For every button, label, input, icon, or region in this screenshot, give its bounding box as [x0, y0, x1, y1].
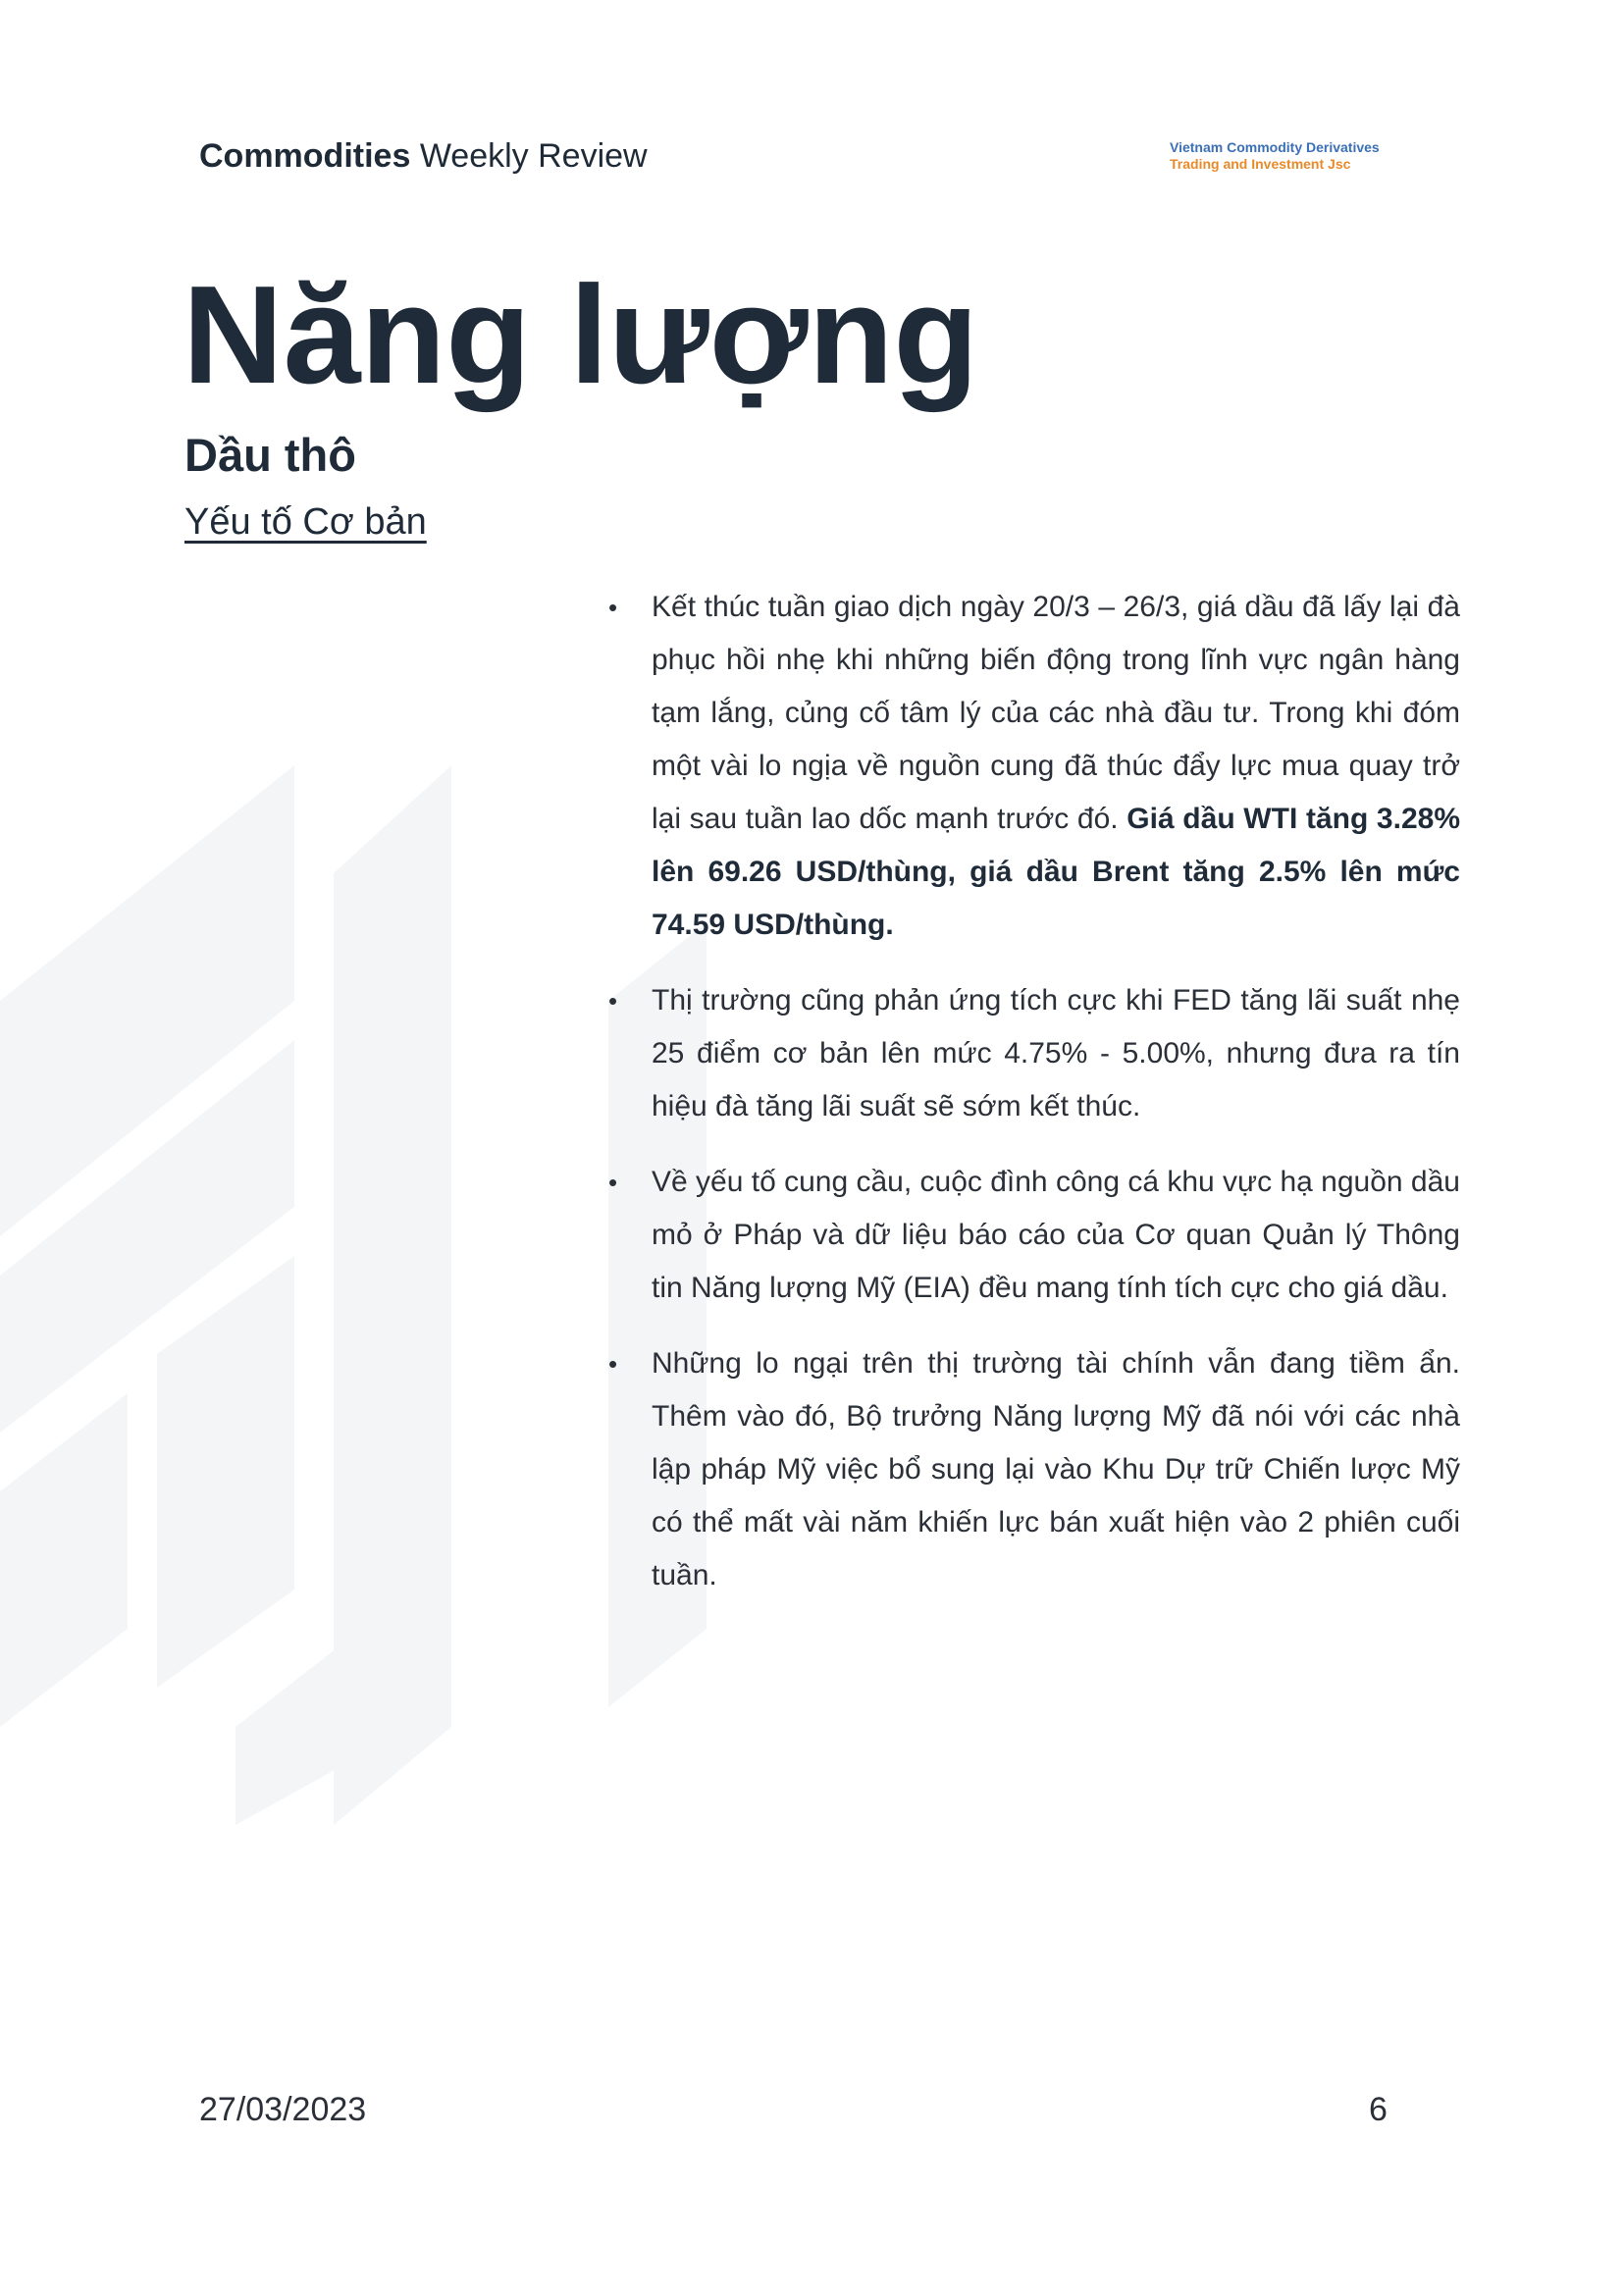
section-title: Dầu thô	[184, 429, 356, 481]
bullet-item	[608, 1337, 1460, 1602]
subsection-link[interactable]: Yếu tố Cơ bản	[184, 501, 427, 543]
bullet-item	[608, 1156, 1460, 1315]
header-title-light: Weekly Review	[419, 137, 648, 175]
page-number: 6	[1369, 2091, 1388, 2128]
bullet-item	[608, 581, 1460, 952]
bullet-text: Những lo ngại trên thị trường tài chính vẫn đang tiềm ẩn. Thêm vào đó, Bộ trưởng Năng lượng Mỹ đã nói với các nhà lập pháp Mỹ việc bổ sung lại vào Khu Dự trữ Chiến lược Mỹ có thể mất vài năm khiến lực bán xuất hiện vào 2 phiên cuối tuần.	[652, 1347, 1460, 1591]
company-logo	[1170, 139, 1380, 173]
bullet-item	[608, 974, 1460, 1133]
page-title: Năng lượng	[183, 257, 979, 413]
logo-line-2: Trading and Investment Jsc	[1170, 156, 1351, 172]
bullet-text: Thị trường cũng phản ứng tích cực khi FED tăng lãi suất nhẹ 25 điểm cơ bản lên mức 4.75% - 5.00%, nhưng đưa ra tín hiệu đà tăng lãi suất sẽ sớm kết thúc.	[652, 984, 1460, 1122]
bullet-bold-text: Giá dầu WTI tăng 3.28% lên 69.26 USD/thùng, giá dầu Brent tăng 2.5% lên mức 74.59 USD/thùng.	[652, 803, 1460, 941]
header-title-bold: Commodities	[199, 137, 411, 175]
report-header	[199, 137, 648, 176]
bullet-list	[608, 581, 1460, 1625]
logo-line-1: Vietnam Commodity Derivatives	[1170, 139, 1380, 155]
bullet-text: Về yếu tố cung cầu, cuộc đình công cá khu vực hạ nguồn dầu mỏ ở Pháp và dữ liệu báo cáo của Cơ quan Quản lý Thông tin Năng lượng Mỹ (EIA) đều mang tính tích cực cho giá dầu.	[652, 1166, 1460, 1304]
footer-date: 27/03/2023	[199, 2091, 367, 2128]
bullet-text: Kết thúc tuần giao dịch ngày 20/3 – 26/3, giá dầu đã lấy lại đà phục hồi nhẹ khi những biến động trong lĩnh vực ngân hàng tạm lắng, củng cố tâm lý của các nhà đầu tư. Trong khi đóm một vài lo ngịa về nguồn cung đã thúc đẩy lực mua quay trở lại sau tuần lao dốc mạnh trước đó.	[652, 591, 1460, 835]
